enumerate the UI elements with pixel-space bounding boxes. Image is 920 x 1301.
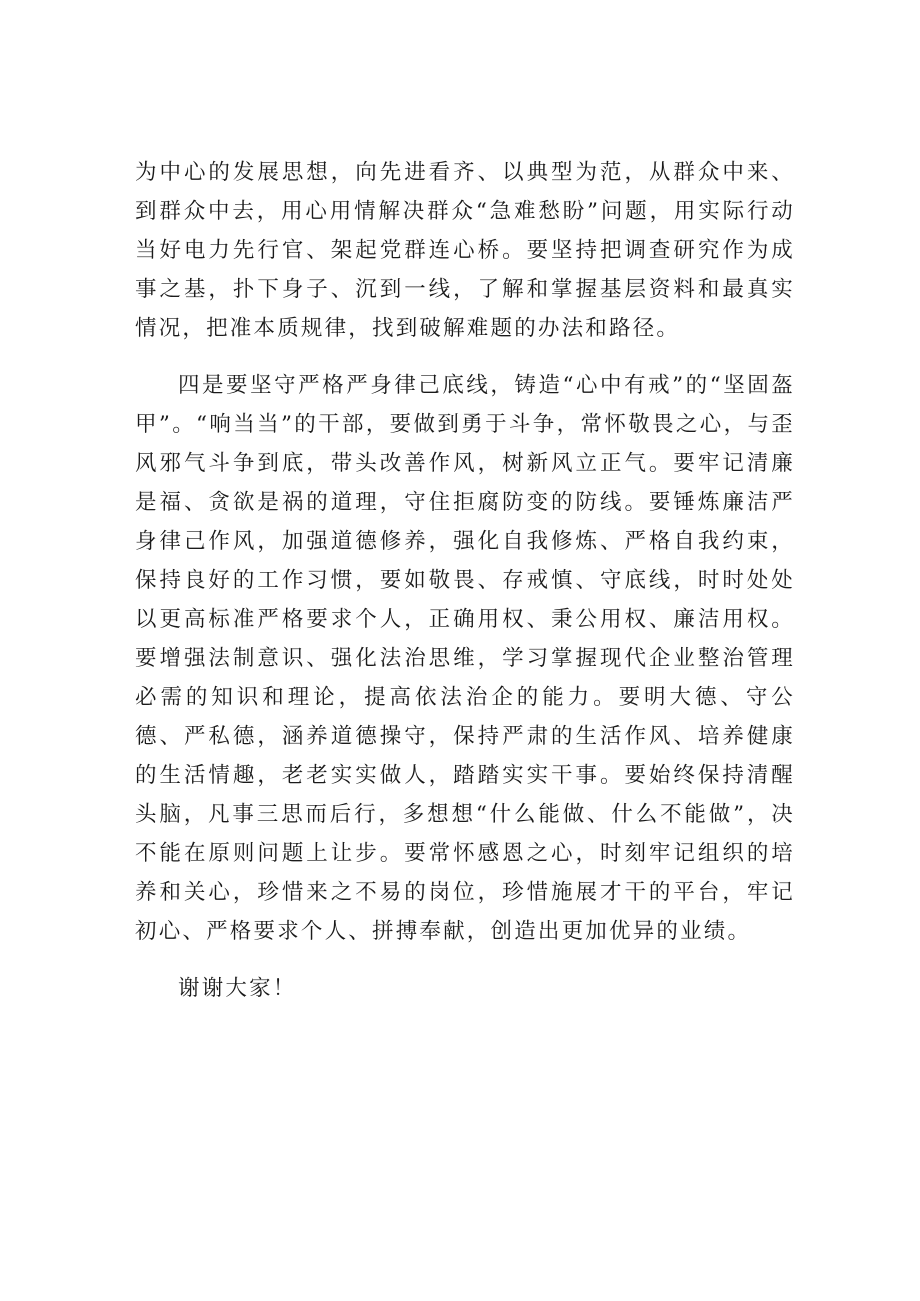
document-body (135, 153, 795, 1008)
paragraph-continuation: 为中心的发展思想，向先进看齐、以典型为范，从群众中来、到群众中去，用心用情解决群众“急难愁盼”问题，用实际行动当好电力先行官、架起党群连心桥。要坚持把调查研究作为成事之基，扑下身子、沉到一线，了解和掌握基层资料和最真实情况，把准本质规律，找到破解难题的办法和路径。 (135, 160, 795, 341)
paragraph-point-four: 四是要坚守严格严身律己底线，铸造“心中有戒”的“坚固盔甲”。“响当当”的干部，要做到勇于斗争，常怀敬畏之心，与歪风邪气斗争到底，带头改善作风，树新风立正气。要牢记清廉是福、贪欲是祸的道理，守住拒腐防变的防线。要锤炼廉洁严身律己作风，加强道德修养，强化自我修炼、严格自我约束，保持良好的工作习惯，要如敬畏、存戒慎、守底线，时时处处以更高标准严格要求个人，正确用权、秉公用权、廉洁用权。要增强法制意识、强化法治思维，学习掌握现代企业整治管理必需的知识和理论，提高依法治企的能力。要明大德、守公德、严私德，涵养道德操守，保持严肃的生活作风、培养健康的生活情趣，老老实实做人，踏踏实实干事。要始终保持清醒头脑，凡事三思而后行，多想想“什么能做、什么不能做”，决不能在原则问题上让步。要常怀感恩之心，时刻牢记组织的培养和关心，珍惜来之不易的岗位，珍惜施展才干的平台，牢记初心、严格要求个人、拼搏奉献，创造出更加优异的业绩。 (135, 373, 795, 944)
paragraph-closing: 谢谢大家！ (178, 976, 297, 1001)
